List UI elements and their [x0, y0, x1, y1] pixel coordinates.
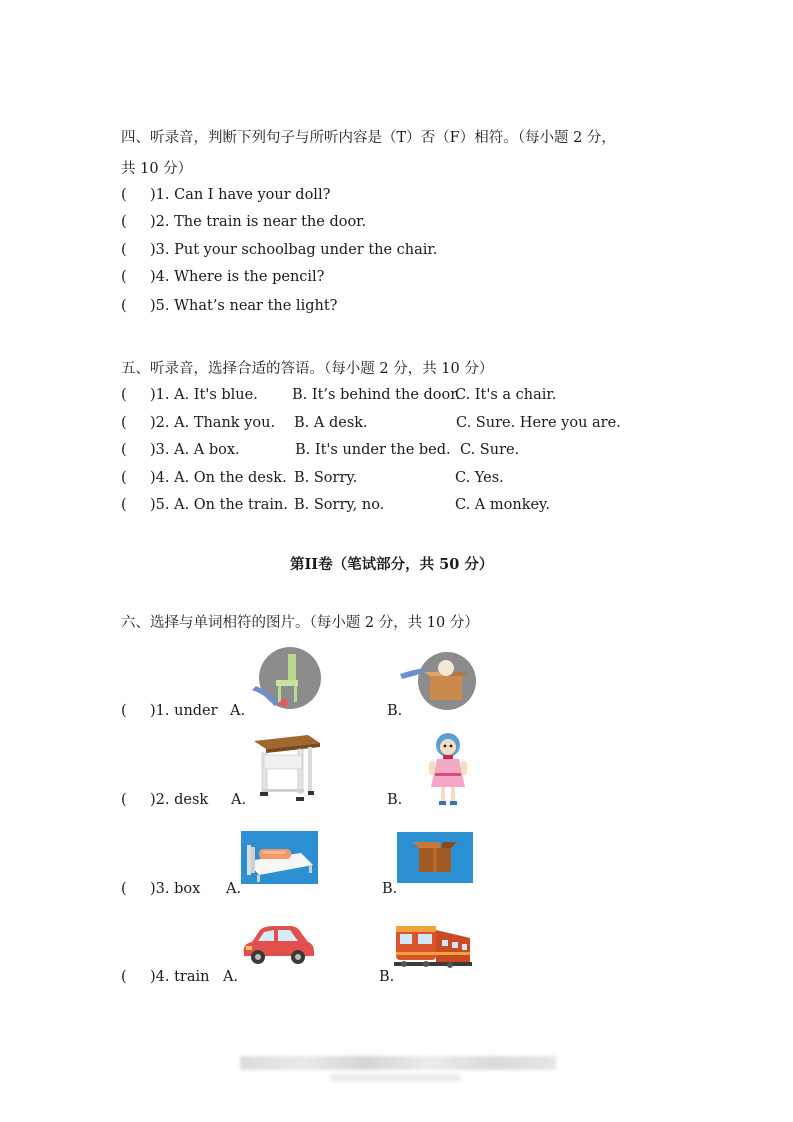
sec4-item-4: )4. Where is the pencil?: [150, 269, 325, 285]
sec5-q4-b: B. Sorry.: [294, 470, 358, 486]
sec5-q2-b: B. A desk.: [294, 415, 368, 431]
sec5-bracket-3: (: [121, 442, 127, 458]
sec6-q4-option-a: A.: [223, 969, 239, 985]
sec4-item-1: )1. Can I have your doll?: [150, 187, 331, 203]
sec6-word-2: )2. desk: [150, 792, 209, 808]
sec5-q5-b: B. Sorry, no.: [294, 497, 385, 513]
sec6-word-3: )3. box: [150, 881, 201, 897]
sec4-bracket-3: (: [121, 242, 127, 258]
sec6-bracket-3: (: [121, 881, 127, 897]
box-icon: [397, 832, 473, 883]
sec5-bracket-4: (: [121, 470, 127, 486]
sec5-q1-c: C. It's a chair.: [455, 387, 557, 403]
sec4-item-5: )5. What’s near the light?: [150, 298, 338, 314]
train-icon: [394, 922, 472, 972]
sec6-bracket-1: (: [121, 703, 127, 719]
part2-title: 第II卷（笔试部分，共 50 分）: [290, 556, 494, 573]
sec6-bracket-4: (: [121, 969, 127, 985]
sec4-bracket-4: (: [121, 269, 127, 285]
sec5-q5-a: )5. A. On the train.: [150, 497, 288, 513]
sec5-q1-a: )1. A. It's blue.: [150, 387, 258, 403]
sec6-q1-option-b: B.: [387, 703, 403, 719]
car-icon: [240, 924, 316, 966]
sec4-bracket-5: (: [121, 298, 127, 314]
sec5-q2-c: C. Sure. Here you are.: [456, 415, 621, 431]
blurred-footer: [240, 1056, 556, 1070]
sec4-title-line2: 共 10 分）: [121, 161, 193, 177]
sec5-q3-a: )3. A. A box.: [150, 442, 240, 458]
sec6-q1-option-a: A.: [230, 703, 246, 719]
sec4-bracket-1: (: [121, 187, 127, 203]
sec4-bracket-2: (: [121, 214, 127, 230]
sec5-q3-b: B. It's under the bed.: [295, 442, 451, 458]
sec6-word-1: )1. under: [150, 703, 218, 719]
sec6-q2-option-b: B.: [387, 792, 403, 808]
sec5-bracket-1: (: [121, 387, 127, 403]
doll-icon: [425, 731, 471, 809]
sec6-q2-option-a: A.: [231, 792, 247, 808]
sec4-item-2: )2. The train is near the door.: [150, 214, 367, 230]
sec5-bracket-5: (: [121, 497, 127, 513]
desk-icon: [250, 731, 322, 805]
sec6-q4-option-b: B.: [379, 969, 395, 985]
doll-in-box-icon: [400, 650, 480, 712]
sec5-q2-a: )2. A. Thank you.: [150, 415, 276, 431]
sec5-q1-b: B. It’s behind the door.: [292, 387, 461, 403]
blurred-footer-line2: [330, 1074, 460, 1082]
sec5-title: 五、听录音，选择合适的答语。（每小题 2 分，共 10 分）: [121, 361, 494, 377]
sec5-q3-c: C. Sure.: [460, 442, 520, 458]
sec6-q3-option-a: A.: [226, 881, 242, 897]
sec5-q4-a: )4. A. On the desk.: [150, 470, 287, 486]
sec6-bracket-2: (: [121, 792, 127, 808]
chair-ball-icon: [250, 646, 324, 710]
bed-icon: [241, 831, 318, 884]
sec6-title: 六、选择与单词相符的图片。（每小题 2 分，共 10 分）: [121, 615, 479, 631]
sec4-title-line1: 四、听录音，判断下列句子与所听内容是（T）否（F）相符。（每小题 2 分，: [121, 130, 616, 146]
sec6-word-4: )4. train: [150, 969, 210, 985]
sec5-bracket-2: (: [121, 415, 127, 431]
sec5-q4-c: C. Yes.: [455, 470, 504, 486]
sec5-q5-c: C. A monkey.: [455, 497, 550, 513]
sec4-item-3: )3. Put your schoolbag under the chair.: [150, 242, 438, 258]
sec6-q3-option-b: B.: [382, 881, 398, 897]
